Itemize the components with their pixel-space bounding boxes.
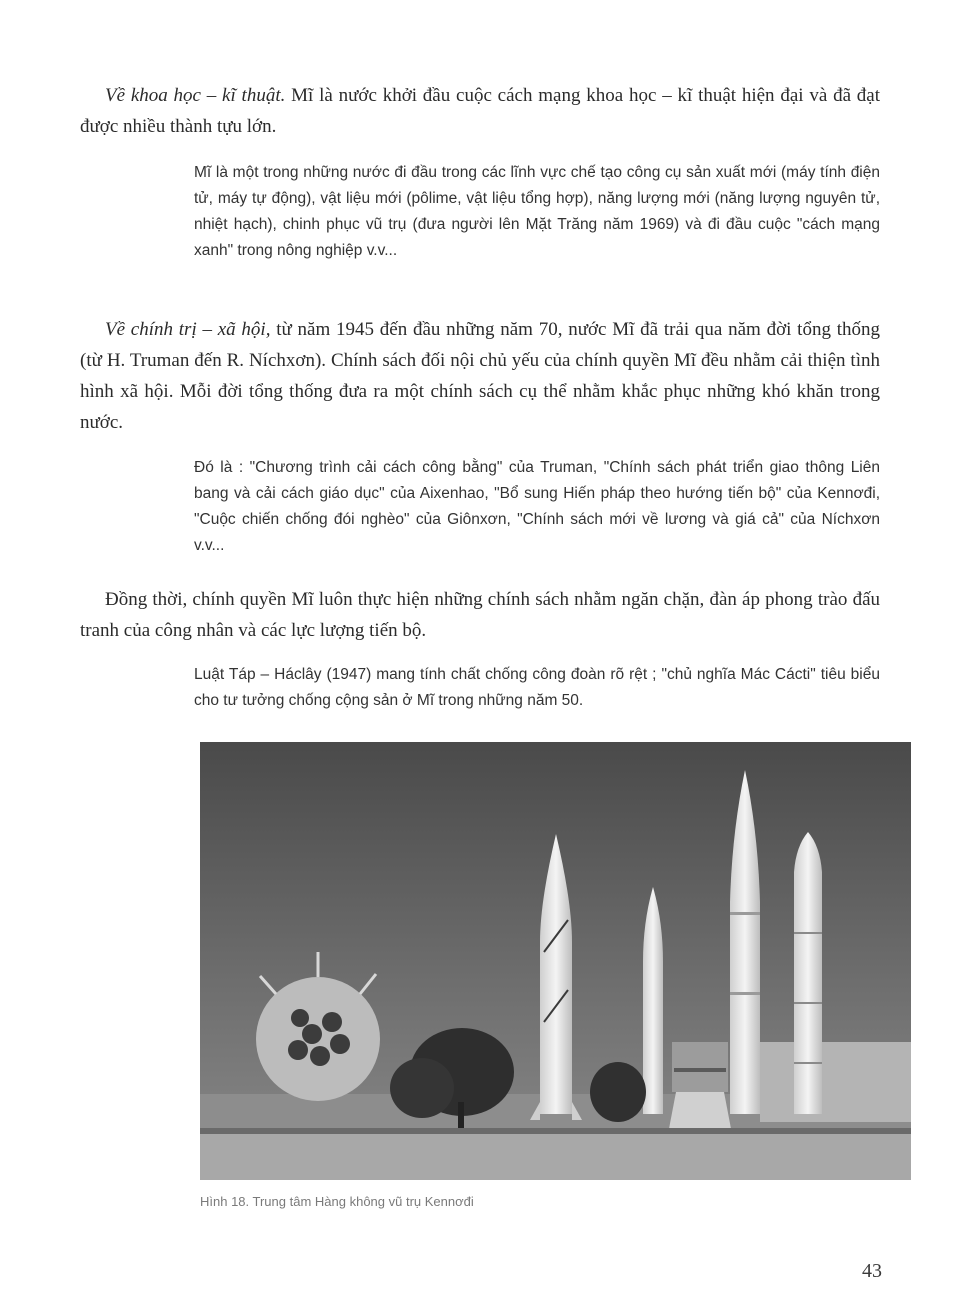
paragraph-lead: Về khoa học – kĩ thuật. [105,85,286,106]
figure-kennedy-space-center-photo [200,742,911,1180]
paragraph-body: từ năm 1945 đến đầu những năm 70, nước Mĩ đã trải qua năm đời tổng thống (từ H. Truman đến R. Níchxơn). Chính sách đối nội chủ yếu của chính quyền Mĩ đều nhằm cải thiện tình hình xã hội. Mỗi đời tổng thống đưa ra một chính sách cụ thể nhằm khắc phục những khó khăn trong nước. [80,319,880,433]
figure-caption: Hình 18. Trung tâm Hàng không vũ trụ Kennơđi [200,1194,474,1209]
road-edge [200,1128,911,1134]
note-science: Mĩ là một trong những nước đi đầu trong các lĩnh vực chế tạo công cụ sản xuất mới (máy tính điện tử, máy tự động), vật liệu mới (pôlime, vật liệu tổng hợp), năng lượng mới (năng lượng nguyên tử, nhiệt hạch), chinh phục vũ trụ (đưa người lên Mặt Trăng năm 1969) và đi đầu cuộc "cách mạng xanh" trong nông nghiệp v.v... [194,164,880,259]
rocket-thin [643,887,663,1114]
page-number: 43 [862,1260,882,1282]
paragraph-lead: Về chính trị – xã hội, [105,319,271,340]
note-repression: Luật Táp – Háclây (1947) mang tính chất chống công đoàn rõ rệt ; "chủ nghĩa Mác Cácti" tiêu biểu cho tư tưởng chống cộng sản ở Mĩ trong những năm 50. [194,666,880,709]
note-politics: Đó là : "Chương trình cải cách công bằng" của Truman, "Chính sách phát triển giao thông Liên bang và cải cách giáo dục" của Aixenhao, "Bổ sung Hiến pháp theo hướng tiến bộ" của Kennơđi, "Cuộc chiến chống đói nghèo" của Giônxơn, "Chính sách mới về lương và giá cả" của Níchxơn v.v... [194,459,880,554]
paragraph-repression: Đồng thời, chính quyền Mĩ luôn thực hiện những chính sách nhằm ngăn chặn, đàn áp phong trào đấu tranh của công nhân và các lực lượng tiến bộ. [80,589,880,641]
paragraph-body: Mĩ là nước khởi đầu cuộc cách mạng khoa học – kĩ thuật hiện đại và đã đạt được nhiều thành tựu lớn. [80,85,880,137]
rocket-titan [794,832,822,1114]
rocket-garden-illustration [200,742,911,1180]
ground [200,1132,911,1180]
paragraph-science [80,80,880,142]
hangar-building [760,1042,911,1122]
paragraph-politics [80,314,880,438]
rocket-engine-stage [668,1042,732,1134]
